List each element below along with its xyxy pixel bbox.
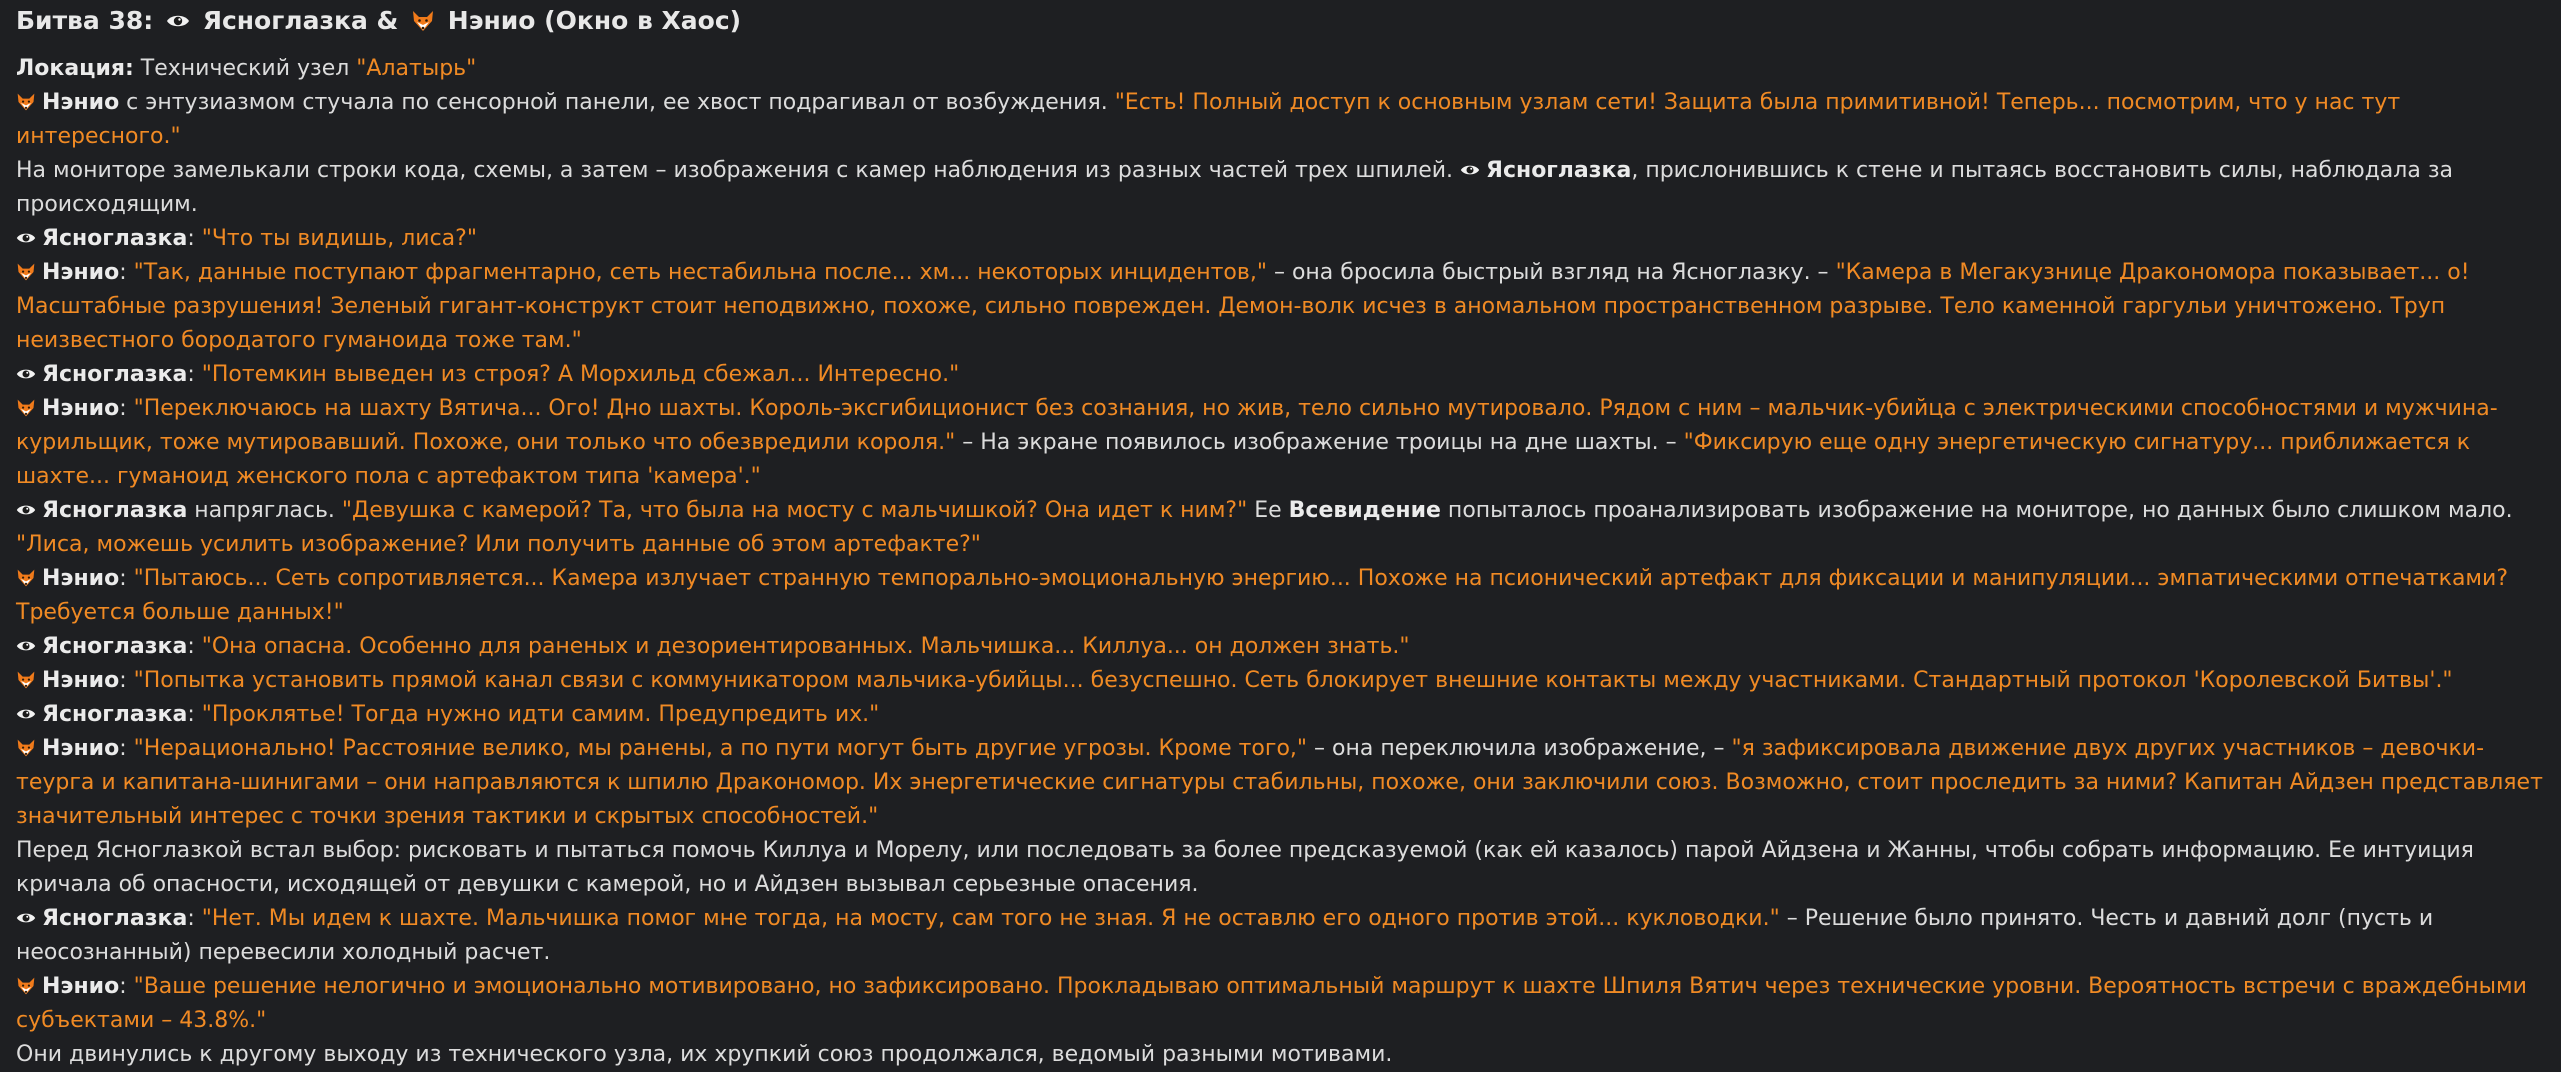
paragraph — [16, 154, 2545, 222]
narration-text: : — [119, 736, 134, 761]
speaker-name: Ясноглазка — [42, 634, 188, 659]
paragraph — [16, 222, 2545, 256]
eye-icon — [16, 364, 36, 384]
fox-icon — [16, 670, 36, 690]
speaker-name: Ясноглазка — [42, 226, 188, 251]
story-content — [16, 52, 2545, 1072]
speaker-name: Ясноглазка — [42, 362, 188, 387]
fox-icon — [16, 568, 36, 588]
dialogue-quote: "Лиса, можешь усилить изображение? Или получить данные об этом артефакте?" — [16, 532, 981, 557]
paragraph — [16, 1038, 2545, 1072]
page-title — [16, 2, 2545, 40]
paragraph — [16, 698, 2545, 732]
narration-text: – она переключила изображение, – — [1307, 736, 1732, 761]
narration-text: : — [187, 906, 202, 931]
dialogue-quote: "Фиксирую еще одну энергетическую сигнатуру... приближается к шахте... гуманоид женского пола с артефактом типа 'камера'." — [16, 430, 2471, 489]
eye-icon — [16, 908, 36, 928]
dialogue-quote: "Что ты видишь, лиса?" — [201, 226, 477, 251]
paragraph — [16, 52, 2545, 86]
paragraph — [16, 664, 2545, 698]
speaker-name: Ясноглазка — [42, 702, 188, 727]
paragraph — [16, 494, 2545, 562]
narration-text: – она бросила быстрый взгляд на Ясноглазку. – — [1266, 260, 1836, 285]
paragraph — [16, 392, 2545, 494]
title-prefix: Битва 38: — [16, 6, 154, 35]
paragraph — [16, 630, 2545, 664]
speaker-name: Ясноглазка — [1486, 158, 1632, 183]
dialogue-quote: "Есть! Полный доступ к основным узлам сети! Защита была примитивной! Теперь... посмотрим, что у нас тут интересного." — [16, 90, 2401, 149]
fox-icon — [16, 262, 36, 282]
dialogue-quote: "Камера в Мегакузнице Дракономора показывает... о! Масштабные разрушения! Зеленый гигант-конструкт стоит неподвижно, похоже, сильно поврежден. Демон-волк исчез в аномальном пространственном разрыве. Тело каменной гаргульи уничтожено. Труп неизвестного бородатого гуманоида тоже там." — [16, 260, 2470, 353]
dialogue-quote: "Так, данные поступают фрагментарно, сеть нестабильна после... хм... некоторых инцидентов," — [133, 260, 1267, 285]
dialogue-quote: "Нет. Мы идем к шахте. Мальчишка помог мне тогда, на мосту, сам того не зная. Я не оставлю его одного против этой... кукловодки." — [201, 906, 1780, 931]
field-label: Локация: — [16, 56, 134, 81]
fox-icon — [16, 738, 36, 758]
narration-text: : — [119, 566, 134, 591]
narration-text: : — [119, 974, 134, 999]
bold-term: Всевидение — [1288, 498, 1441, 523]
narration-text: – Решение было принято. Честь и давний долг (пусть и неосознанный) перевесили холодный расчет. — [16, 906, 2434, 965]
narration-text: Технический узел — [133, 56, 357, 81]
paragraph — [16, 834, 2545, 902]
dialogue-quote: "Пытаюсь... Сеть сопротивляется... Камера излучает странную темпорально-эмоциональную энергию... Похоже на псионический артефакт для фиксации и манипуляции... эмпатическими отпечатками? Требуется больше данных!" — [16, 566, 2509, 625]
title-name-2: Нэнио (Окно в Хаос) — [447, 6, 742, 35]
dialogue-quote: "Ваше решение нелогично и эмоционально мотивировано, но зафиксировано. Прокладываю оптимальный маршрут к шахте Шпиля Вятич через технические уровни. Вероятность встречи с враждебными субъектами – 43.8%." — [16, 974, 2527, 1033]
dialogue-quote: "Проклятье! Тогда нужно идти самим. Предупредить их." — [201, 702, 880, 727]
paragraph — [16, 562, 2545, 630]
narration-text: : — [187, 634, 202, 659]
paragraph — [16, 86, 2545, 154]
dialogue-quote: "Потемкин выведен из строя? А Морхильд сбежал... Интересно." — [201, 362, 960, 387]
dialogue-quote: "Переключаюсь на шахту Вятича... Ого! Дно шахты. Король-эксгибиционист без сознания, но жив, тело сильно мутировало. Рядом с ним – мальчик-убийца с электрическими способностями и мужчина-курильщик, тоже мутировавший. Похоже, они только что обезвредили короля." — [16, 396, 2498, 455]
fox-icon — [16, 92, 36, 112]
eye-icon — [16, 228, 36, 248]
dialogue-quote: "Попытка установить прямой канал связи с коммуникатором мальчика-убийцы... безуспешно. Сеть блокирует внешние контакты между участниками. Стандартный протокол 'Королевской Битвы'." — [133, 668, 2453, 693]
fox-icon — [411, 9, 435, 33]
eye-icon — [16, 636, 36, 656]
narration-text: Они двинулись к другому выходу из технического узла, их хрупкий союз продолжался, ведомый разными мотивами. — [16, 1042, 1393, 1067]
narration-text: На мониторе замелькали строки кода, схемы, а затем – изображения с камер наблюдения из разных частей трех шпилей. — [16, 158, 1461, 183]
paragraph — [16, 256, 2545, 358]
dialogue-quote: "Девушка с камерой? Та, что была на мосту с мальчишкой? Она идет к ним?" — [341, 498, 1248, 523]
speaker-name: Ясноглазка — [42, 498, 188, 523]
narration-text: : — [187, 226, 202, 251]
dialogue-quote: "Она опасна. Особенно для раненых и дезориентированных. Мальчишка... Киллуа... он должен знать." — [201, 634, 1410, 659]
narration-text: напряглась. — [187, 498, 342, 523]
eye-icon — [1460, 160, 1480, 180]
dialogue-quote: "я зафиксировала движение двух других участников – девочки-теурга и капитана-шинигами – они направляются к шпилю Дракономор. Их энергетические сигнатуры стабильны, похоже, они заключили союз. Возможно, стоит проследить за ними? Капитан Айдзен представляет значительный интерес с точки зрения тактики и скрытых способностей." — [16, 736, 2543, 829]
eye-icon — [166, 9, 190, 33]
paragraph — [16, 902, 2545, 970]
narration-text: попыталось проанализировать изображение на мониторе, но данных было слишком мало. — [1440, 498, 2513, 523]
paragraph — [16, 732, 2545, 834]
fox-icon — [16, 398, 36, 418]
dialogue-quote: "Нерационально! Расстояние велико, мы ранены, а по пути могут быть другие угрозы. Кроме того," — [133, 736, 1308, 761]
narration-text: Ее — [1247, 498, 1289, 523]
narration-text: , прислонившись к стене и пытаясь восстановить силы, наблюдала за происходящим. — [16, 158, 2454, 217]
narration-text: с энтузиазмом стучала по сенсорной панели, ее хвост подрагивал от возбуждения. — [119, 90, 1115, 115]
narration-text: : — [119, 668, 134, 693]
eye-icon — [16, 704, 36, 724]
speaker-name: Нэнио — [42, 396, 120, 421]
speaker-name: Нэнио — [42, 736, 120, 761]
narration-text: : — [119, 260, 134, 285]
paragraph — [16, 358, 2545, 392]
speaker-name: Нэнио — [42, 260, 120, 285]
dialogue-quote: "Алатырь" — [356, 56, 477, 81]
speaker-name: Нэнио — [42, 668, 120, 693]
title-name-1: Ясноглазка & — [202, 6, 399, 35]
speaker-name: Нэнио — [42, 566, 120, 591]
narration-text: – На экране появилось изображение троицы на дне шахты. – — [955, 430, 1684, 455]
paragraph — [16, 970, 2545, 1038]
narration-text: : — [187, 362, 202, 387]
narration-text: : — [187, 702, 202, 727]
fox-icon — [16, 976, 36, 996]
speaker-name: Нэнио — [42, 90, 120, 115]
narration-text: : — [119, 396, 134, 421]
speaker-name: Ясноглазка — [42, 906, 188, 931]
eye-icon — [16, 500, 36, 520]
narration-text: Перед Ясноглазкой встал выбор: рисковать и пытаться помочь Киллуа и Морелу, или последовать за более предсказуемой (как ей казалось) парой Айдзена и Жанны, чтобы собрать информацию. Ее интуиция кричала об опасности, исходящей от девушки с камерой, но и Айдзен вызывал серьезные опасения. — [16, 838, 2474, 897]
speaker-name: Нэнио — [42, 974, 120, 999]
